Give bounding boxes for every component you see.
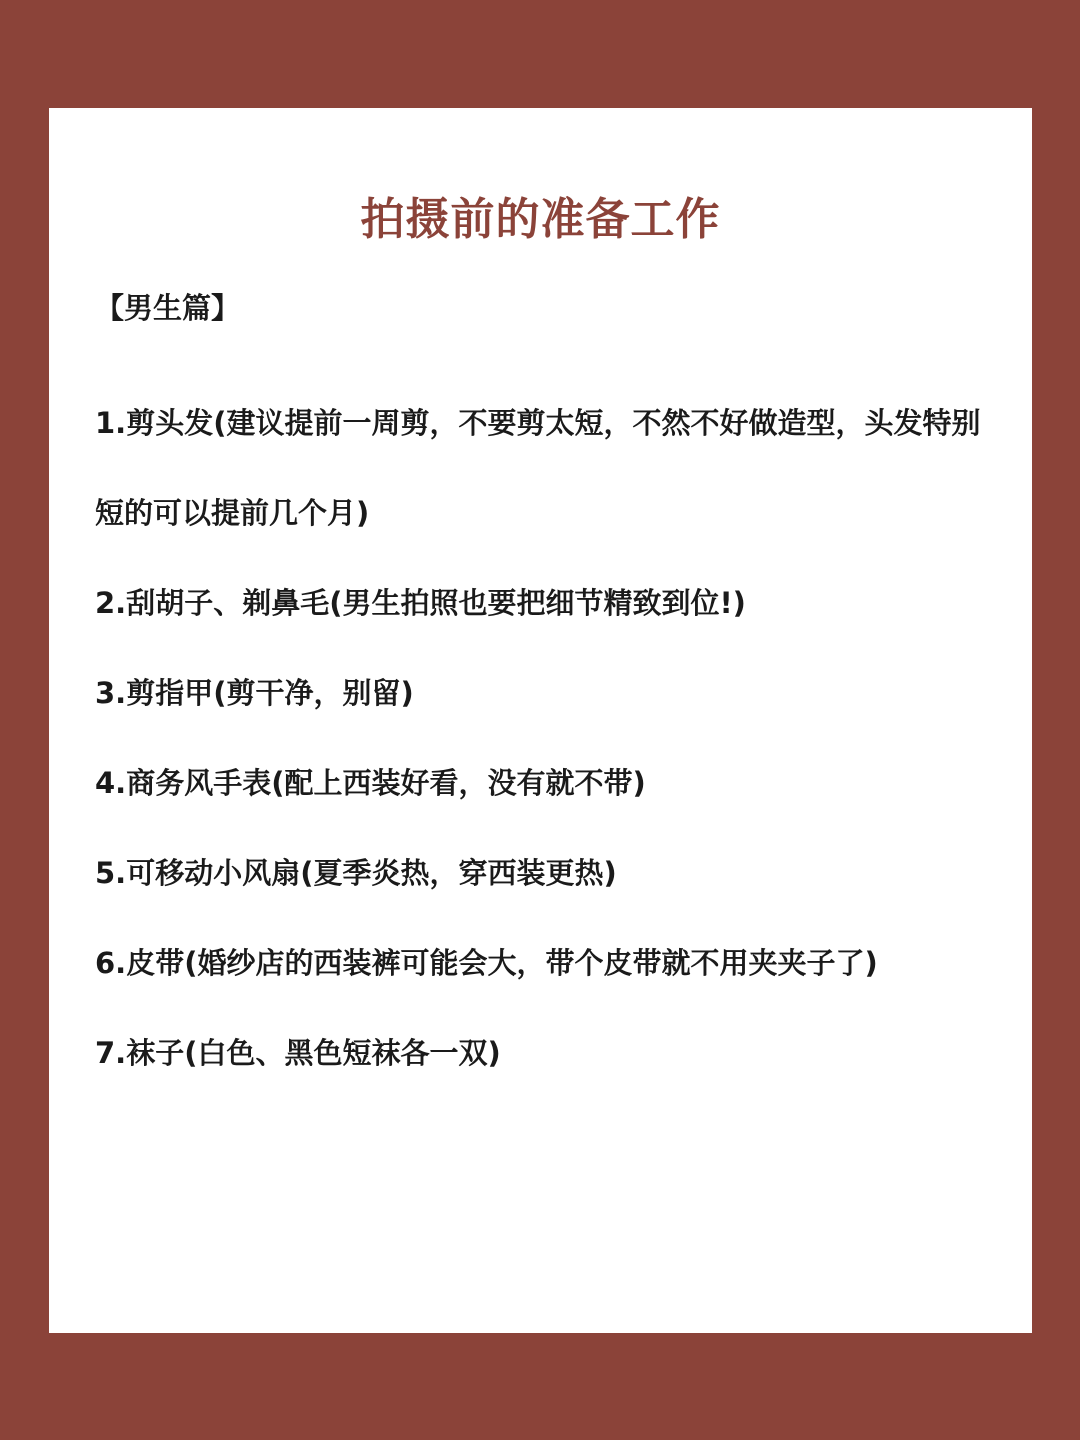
page-title: 拍摄前的准备工作	[360, 194, 721, 245]
checklist	[95, 378, 995, 1098]
list-item: 7.袜子(白色、黑色短袜各一双)	[95, 1036, 501, 1070]
section-heading: 【男生篇】	[95, 291, 241, 325]
content-card	[49, 108, 1032, 1333]
list-item: 6.皮带(婚纱店的西装裤可能会大，带个皮带就不用夹夹子了)	[95, 946, 878, 980]
list-item: 2.刮胡子、剃鼻毛(男生拍照也要把细节精致到位!)	[95, 586, 746, 620]
list-item: 1.剪头发(建议提前一周剪，不要剪太短，不然不好做造型，头发特别短的可以提前几个月)	[95, 406, 981, 530]
list-item: 4.商务风手表(配上西装好看，没有就不带)	[95, 766, 646, 800]
list-item: 3.剪指甲(剪干净，别留)	[95, 676, 414, 710]
list-item: 5.可移动小风扇(夏季炎热，穿西装更热)	[95, 856, 617, 890]
